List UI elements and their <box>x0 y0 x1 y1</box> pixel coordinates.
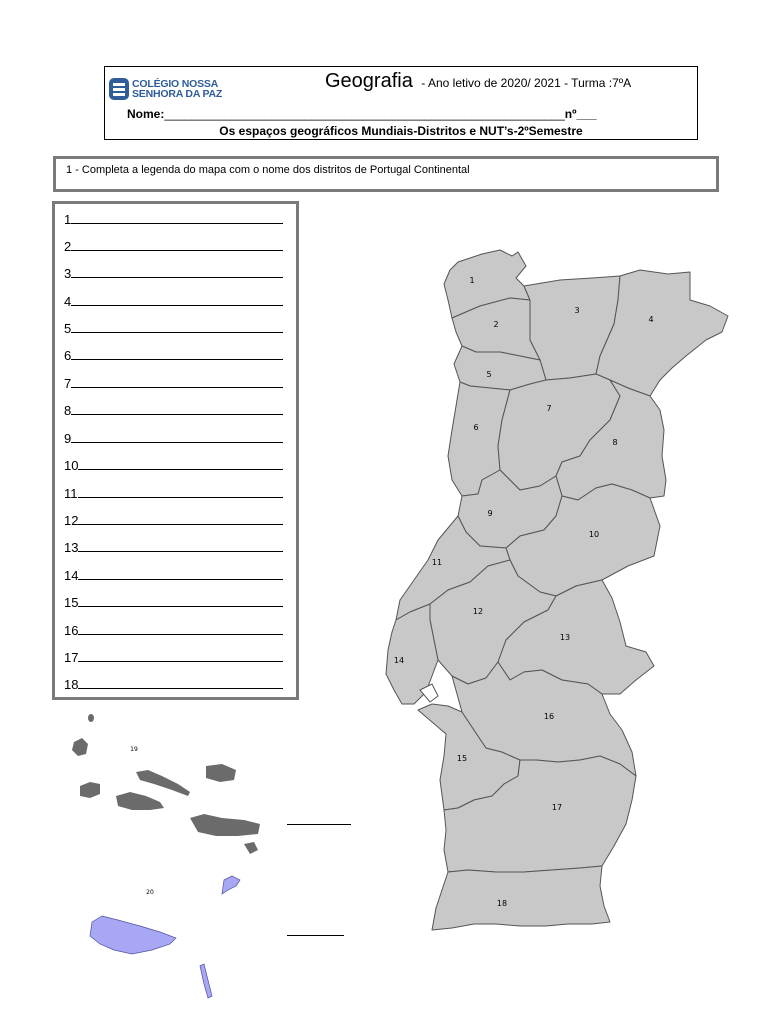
legend-item[interactable] <box>64 676 283 692</box>
legend-item[interactable] <box>64 375 283 391</box>
map-label-3: 3 <box>574 306 580 315</box>
madeira-islands <box>90 876 240 998</box>
legend-number: 15 <box>64 595 79 610</box>
island-graciosa[interactable] <box>206 764 236 782</box>
map-label-20: 20 <box>146 889 154 896</box>
legend-item[interactable] <box>64 457 283 473</box>
header-box <box>104 66 698 140</box>
island-sao-jorge[interactable] <box>136 770 190 796</box>
legend-blank[interactable] <box>78 512 283 525</box>
legend-number: 16 <box>64 623 79 638</box>
legend-blank[interactable] <box>71 320 283 333</box>
island-terceira[interactable] <box>190 814 260 836</box>
number-label[interactable]: nº___ <box>564 107 597 121</box>
legend-number: 4 <box>64 294 72 309</box>
district-18[interactable] <box>432 866 610 930</box>
azores-islands <box>72 714 260 854</box>
map-label-9: 9 <box>487 509 493 518</box>
map-label-19: 19 <box>130 746 138 753</box>
legend-item[interactable] <box>64 539 283 555</box>
school-name-line2: SENHORA DA PAZ <box>132 88 223 100</box>
legend-blank[interactable] <box>71 375 283 388</box>
year-turma: - Ano letivo de 2020/ 2021 - Turma :7ºA <box>421 76 632 90</box>
island-santa-maria[interactable] <box>244 842 258 854</box>
legend-blank[interactable] <box>78 567 283 580</box>
map-label-2: 2 <box>493 320 499 329</box>
legend-number: 17 <box>64 650 79 665</box>
map-label-11: 11 <box>431 558 443 567</box>
worksheet-subtitle: Os espaços geográficos Mundiais-Distritos e NUT’s-2ºSemestre <box>219 124 583 138</box>
legend-blank[interactable] <box>78 485 283 498</box>
legend-blank[interactable] <box>71 347 283 360</box>
map-label-17: 17 <box>551 803 563 812</box>
legend-blank[interactable] <box>78 649 283 662</box>
legend-number: 18 <box>64 677 79 692</box>
legend-number: 1 <box>64 212 72 227</box>
legend-item[interactable] <box>64 265 283 281</box>
azores-answer-blank[interactable] <box>287 824 351 825</box>
legend-item[interactable] <box>64 402 283 418</box>
island-flores[interactable] <box>72 738 88 756</box>
legend-number: 7 <box>64 376 72 391</box>
subject-title: Geografia <box>325 70 413 92</box>
map-label-14: 14 <box>393 656 405 665</box>
portugal-districts-map <box>384 248 730 938</box>
legend-number: 3 <box>64 266 72 281</box>
legend-item[interactable] <box>64 649 283 665</box>
title-line <box>325 70 631 93</box>
island-pico[interactable] <box>116 792 164 810</box>
island-porto-santo[interactable] <box>222 876 240 894</box>
map-label-15: 15 <box>456 754 468 763</box>
legend-item[interactable] <box>64 567 283 583</box>
legend-number: 12 <box>64 513 79 528</box>
name-line <box>127 107 597 121</box>
legend-number: 9 <box>64 431 72 446</box>
legend-blank[interactable] <box>71 265 283 278</box>
island-desertas[interactable] <box>200 964 212 998</box>
map-label-10: 10 <box>588 530 600 539</box>
legend-blank[interactable] <box>71 293 283 306</box>
map-label-13: 13 <box>559 633 571 642</box>
map-label-16: 16 <box>543 712 555 721</box>
island-corvo[interactable] <box>88 714 94 722</box>
legend-blank[interactable] <box>78 594 283 607</box>
legend-item[interactable] <box>64 622 283 638</box>
legend-number: 11 <box>64 486 78 501</box>
legend-number: 8 <box>64 403 72 418</box>
legend-number: 6 <box>64 348 72 363</box>
school-name <box>132 79 222 99</box>
legend-blank[interactable] <box>71 238 283 251</box>
legend-item[interactable] <box>64 293 283 309</box>
madeira-answer-blank[interactable] <box>287 935 344 936</box>
island-faial[interactable] <box>80 782 100 798</box>
name-label: Nome: <box>127 107 165 121</box>
school-logo <box>108 75 223 105</box>
legend-number: 2 <box>64 239 72 254</box>
legend-blank[interactable] <box>71 402 283 415</box>
legend-item[interactable] <box>64 512 283 528</box>
map-label-8: 8 <box>612 438 618 447</box>
legend-item[interactable] <box>64 211 283 227</box>
legend-item[interactable] <box>64 347 283 363</box>
map-label-4: 4 <box>648 315 654 324</box>
legend-item[interactable] <box>64 594 283 610</box>
legend-number: 14 <box>64 568 79 583</box>
instruction-box <box>53 156 719 192</box>
legend-blank[interactable] <box>78 457 283 470</box>
legend-blank[interactable] <box>71 211 283 224</box>
legend-blank[interactable] <box>78 676 283 689</box>
island-madeira[interactable] <box>90 916 176 954</box>
legend-item[interactable] <box>64 320 283 336</box>
map-label-5: 5 <box>486 370 492 379</box>
legend-item[interactable] <box>64 485 283 501</box>
legend-blank[interactable] <box>71 430 283 443</box>
legend-item[interactable] <box>64 238 283 254</box>
islands-map <box>70 712 270 1002</box>
legend-blank[interactable] <box>78 539 283 552</box>
legend-item[interactable] <box>64 430 283 446</box>
legend-number: 13 <box>64 540 79 555</box>
map-label-12: 12 <box>472 607 484 616</box>
name-blank[interactable]: ____________________________________________________________ <box>164 107 565 121</box>
legend-number: 5 <box>64 321 72 336</box>
instruction-text: 1 - Completa a legenda do mapa com o nome dos distritos de Portugal Continental <box>66 164 470 176</box>
map-label-6: 6 <box>473 423 479 432</box>
map-label-7: 7 <box>546 404 552 413</box>
map-label-18: 18 <box>496 899 508 908</box>
school-name-line1: COLÉGIO NOSSA <box>132 78 219 90</box>
school-crest-icon <box>108 77 130 101</box>
legend-box <box>52 201 299 700</box>
map-label-1: 1 <box>469 276 475 285</box>
legend-number: 10 <box>64 458 79 473</box>
legend-blank[interactable] <box>78 622 283 635</box>
